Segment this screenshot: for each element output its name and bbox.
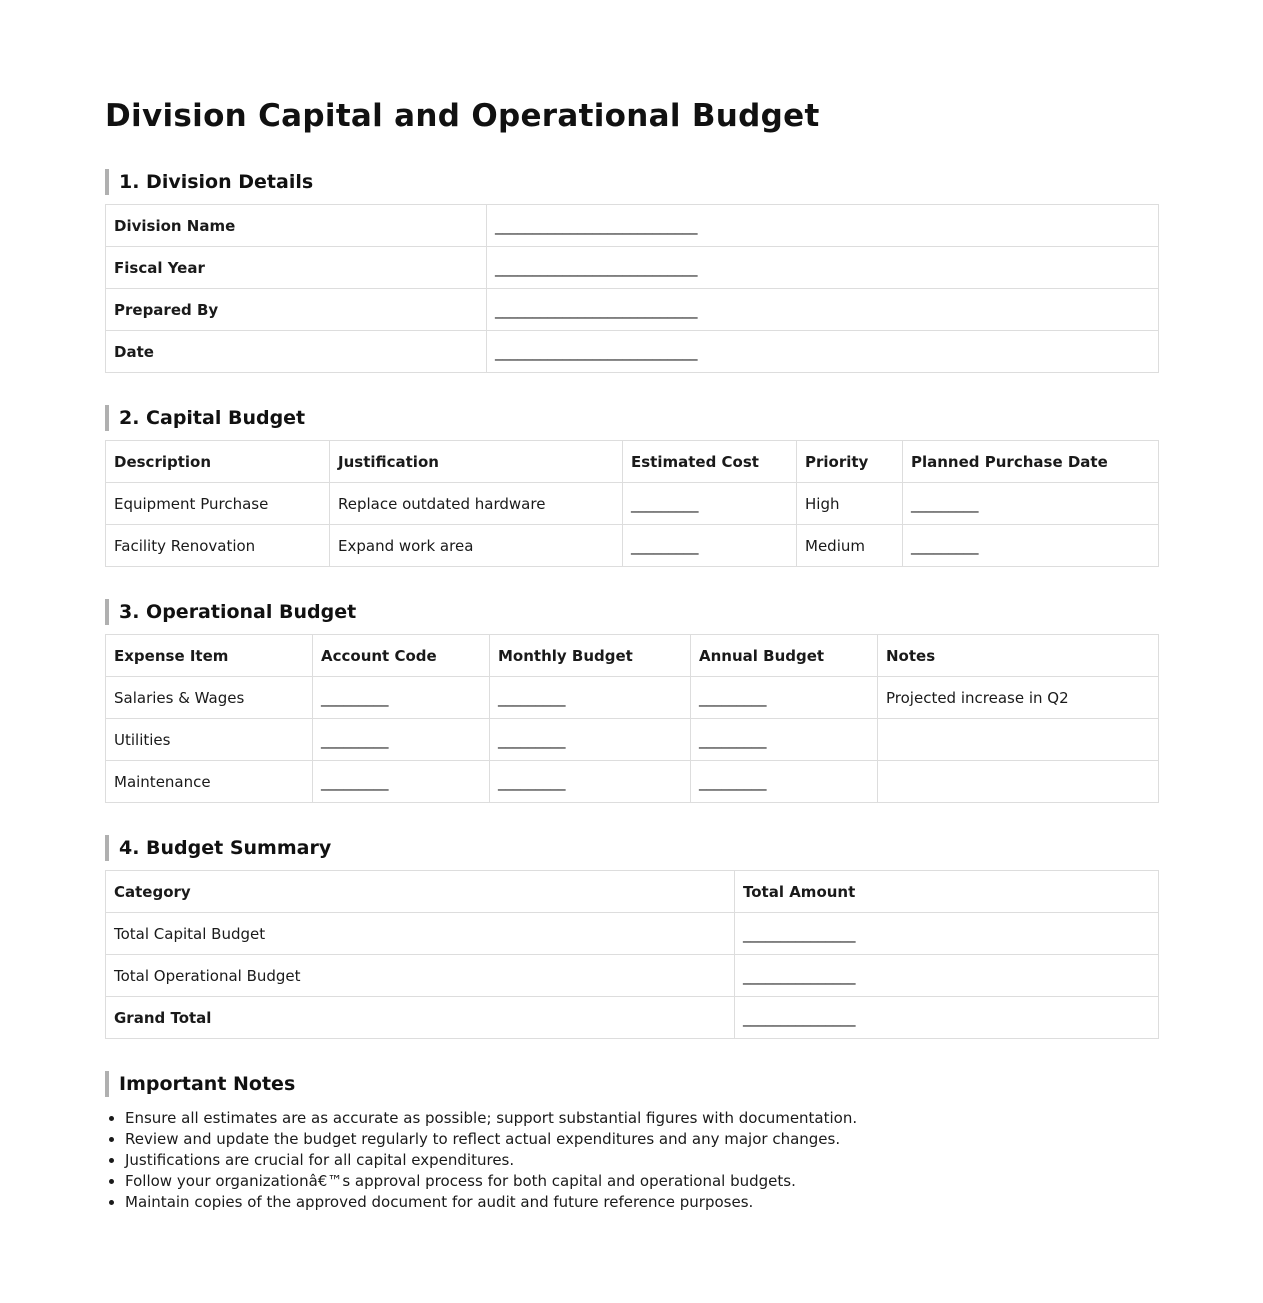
- cell-monthly-budget[interactable]: _________: [490, 761, 691, 803]
- cell-category: Total Operational Budget: [106, 955, 735, 997]
- column-header-estimated-cost: Estimated Cost: [623, 441, 797, 483]
- division-name-label: Division Name: [106, 205, 487, 247]
- cell-monthly-budget[interactable]: _________: [490, 677, 691, 719]
- cell-planned-purchase-date[interactable]: _________: [903, 483, 1159, 525]
- division-details-table: [105, 204, 1159, 373]
- operational-budget-heading: 3. Operational Budget: [105, 599, 1158, 625]
- table-row: [106, 289, 1159, 331]
- cell-expense-item: Maintenance: [106, 761, 313, 803]
- table-row: [106, 955, 1159, 997]
- table-row: [106, 247, 1159, 289]
- cell-description: Facility Renovation: [106, 525, 330, 567]
- capital-budget-heading: 2. Capital Budget: [105, 405, 1158, 431]
- column-header-account-code: Account Code: [313, 635, 490, 677]
- budget-summary-heading: 4. Budget Summary: [105, 835, 1158, 861]
- cell-description: Equipment Purchase: [106, 483, 330, 525]
- column-header-priority: Priority: [797, 441, 903, 483]
- column-header-total-amount: Total Amount: [735, 871, 1159, 913]
- cell-total-amount[interactable]: _______________: [735, 955, 1159, 997]
- cell-annual-budget[interactable]: _________: [691, 677, 878, 719]
- cell-justification: Replace outdated hardware: [330, 483, 623, 525]
- operational-budget-section: [105, 599, 1158, 803]
- cell-priority: High: [797, 483, 903, 525]
- cell-grand-total-amount[interactable]: _______________: [735, 997, 1159, 1039]
- table-row: [106, 205, 1159, 247]
- list-item: • Review and update the budget regularly to reflect actual expenditures and any major changes.: [125, 1129, 1158, 1150]
- important-notes-section: [105, 1071, 1158, 1213]
- cell-estimated-cost[interactable]: _________: [623, 483, 797, 525]
- column-header-planned-purchase-date: Planned Purchase Date: [903, 441, 1159, 483]
- date-label: Date: [106, 331, 487, 373]
- cell-monthly-budget[interactable]: _________: [490, 719, 691, 761]
- list-item: • Justifications are crucial for all capital expenditures.: [125, 1150, 1158, 1171]
- important-notes-heading: Important Notes: [105, 1071, 1158, 1097]
- table-row: [106, 719, 1159, 761]
- column-header-monthly-budget: Monthly Budget: [490, 635, 691, 677]
- date-field[interactable]: ___________________________: [487, 331, 1159, 373]
- list-item: • Follow your organizationâ€™s approval process for both capital and operational budgets.: [125, 1171, 1158, 1192]
- cell-justification: Expand work area: [330, 525, 623, 567]
- capital-budget-table: [105, 440, 1159, 567]
- table-header-row: [106, 635, 1159, 677]
- cell-notes: [878, 719, 1159, 761]
- list-item: • Ensure all estimates are as accurate as possible; support substantial figures with documentation.: [125, 1108, 1158, 1129]
- page-title: Division Capital and Operational Budget: [105, 98, 820, 134]
- cell-estimated-cost[interactable]: _________: [623, 525, 797, 567]
- cell-category: Total Capital Budget: [106, 913, 735, 955]
- cell-account-code[interactable]: _________: [313, 677, 490, 719]
- budget-summary-table: [105, 870, 1159, 1039]
- fiscal-year-label: Fiscal Year: [106, 247, 487, 289]
- cell-expense-item: Salaries & Wages: [106, 677, 313, 719]
- cell-notes: [878, 761, 1159, 803]
- table-row: [106, 913, 1159, 955]
- prepared-by-field[interactable]: ___________________________: [487, 289, 1159, 331]
- column-header-justification: Justification: [330, 441, 623, 483]
- division-name-field[interactable]: ___________________________: [487, 205, 1159, 247]
- column-header-description: Description: [106, 441, 330, 483]
- fiscal-year-field[interactable]: ___________________________: [487, 247, 1159, 289]
- cell-planned-purchase-date[interactable]: _________: [903, 525, 1159, 567]
- column-header-expense-item: Expense Item: [106, 635, 313, 677]
- division-details-section: [105, 169, 1158, 373]
- notes-list: [105, 1108, 1158, 1213]
- table-row: [106, 761, 1159, 803]
- cell-annual-budget[interactable]: _________: [691, 719, 878, 761]
- cell-notes: Projected increase in Q2: [878, 677, 1159, 719]
- prepared-by-label: Prepared By: [106, 289, 487, 331]
- table-row: [106, 677, 1159, 719]
- table-header-row: [106, 441, 1159, 483]
- column-header-annual-budget: Annual Budget: [691, 635, 878, 677]
- operational-budget-table: [105, 634, 1159, 803]
- budget-summary-section: [105, 835, 1158, 1039]
- table-row: [106, 525, 1159, 567]
- table-row: [106, 483, 1159, 525]
- list-item: • Maintain copies of the approved document for audit and future reference purposes.: [125, 1192, 1158, 1213]
- table-row: [106, 997, 1159, 1039]
- cell-grand-total-label: Grand Total: [106, 997, 735, 1039]
- capital-budget-section: [105, 405, 1158, 567]
- cell-priority: Medium: [797, 525, 903, 567]
- division-details-heading: 1. Division Details: [105, 169, 1158, 195]
- cell-annual-budget[interactable]: _________: [691, 761, 878, 803]
- cell-expense-item: Utilities: [106, 719, 313, 761]
- cell-account-code[interactable]: _________: [313, 719, 490, 761]
- column-header-category: Category: [106, 871, 735, 913]
- column-header-notes: Notes: [878, 635, 1159, 677]
- table-header-row: [106, 871, 1159, 913]
- table-row: [106, 331, 1159, 373]
- cell-account-code[interactable]: _________: [313, 761, 490, 803]
- cell-total-amount[interactable]: _______________: [735, 913, 1159, 955]
